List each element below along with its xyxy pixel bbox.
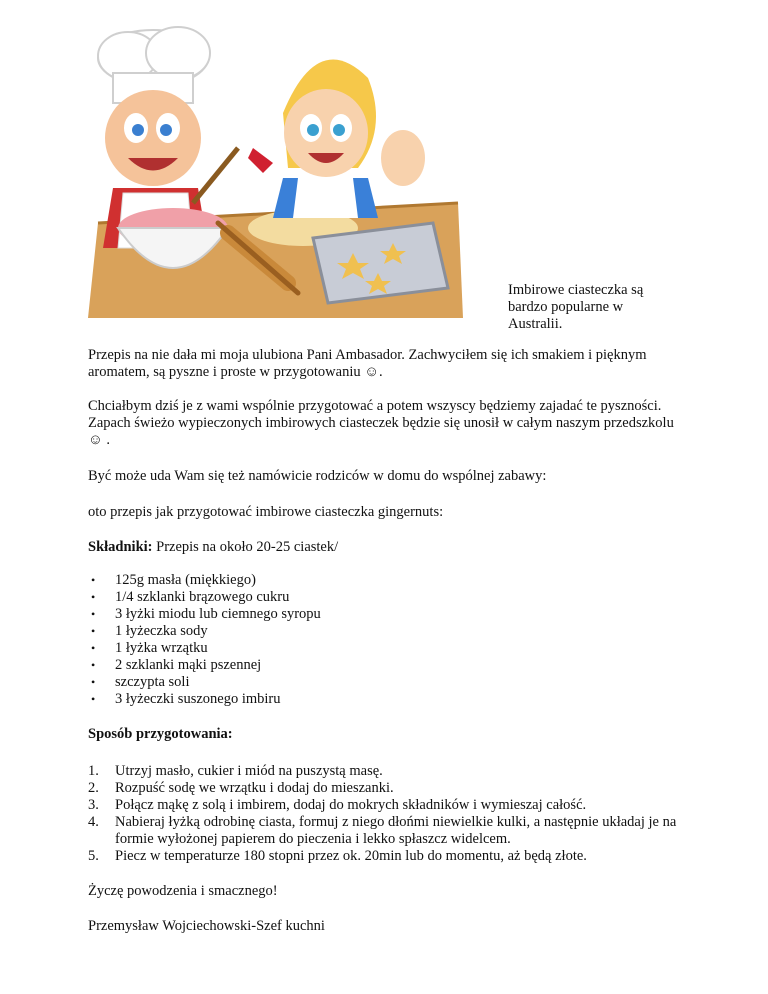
ingredients-subtitle: Przepis na około 20-25 ciastek/: [152, 539, 339, 555]
ingredient-item: • szczypta soli: [91, 674, 190, 690]
bullet-icon: •: [91, 624, 96, 638]
ingredient-item: • 3 łyżki miodu lub ciemnego syropu: [91, 606, 321, 622]
ingredients-title: Składniki:: [88, 539, 153, 555]
parents-paragraph: Być może uda Wam się też namówicie rodziców w domu do wspólnej zabawy:: [88, 468, 547, 484]
ingredient-item: • 3 łyżeczki suszonego imbiru: [91, 691, 281, 707]
ingredients-list: [88, 572, 688, 708]
bullet-icon: •: [91, 675, 96, 689]
kids-baking-illustration: [58, 18, 468, 318]
bullet-icon: •: [91, 641, 96, 655]
signature: Przemysław Wojciechowski-Szef kuchni: [88, 918, 325, 934]
method-title: Sposób przygotowania:: [88, 726, 233, 742]
side-note: Imbirowe ciasteczka są bardzo popularne w Australii.: [508, 282, 644, 332]
girl-chef: [248, 59, 425, 218]
bullet-icon: •: [91, 573, 96, 587]
step-item: 5. Piecz w temperaturze 180 stopni przez ok. 20min lub do momentu, aż będą złote.: [88, 848, 587, 864]
step-item: 2. Rozpuść sodę we wrzątku i dodaj do mieszanki.: [88, 780, 394, 796]
bullet-icon: •: [91, 590, 96, 604]
ingredient-item: • 1/4 szklanki brązowego cukru: [91, 589, 290, 605]
step-item: 1. Utrzyj masło, cukier i miód na puszystą masę.: [88, 763, 383, 779]
step-item: 3. Połącz mąkę z solą i imbirem, dodaj do mokrych składników i wymieszaj całość.: [88, 797, 587, 813]
invitation-paragraph: Chciałbym dziś je z wami wspólnie przygotować a potem wszyscy będziemy zajadać te pyszności. Zapach świeżo wypieczonych imbirowych ciasteczek będzie się unosił w całym naszym przedszkolu ☺ .: [88, 398, 674, 448]
ingredient-item: • 125g masła (miękkiego): [91, 572, 256, 588]
intro-paragraph: Przepis na nie dała mi moja ulubiona Pani Ambasador. Zachwyciłem się ich smakiem i pięknym aromatem, są pyszne i proste w przygotowaniu ☺.: [88, 347, 647, 380]
method-steps: [88, 763, 688, 865]
recipe-body: [88, 347, 688, 935]
ingredient-item: • 1 łyżka wrzątku: [91, 640, 208, 656]
ingredient-item: • 1 łyżeczka sody: [91, 623, 208, 639]
recipe-lead-paragraph: oto przepis jak przygotować imbirowe ciasteczka gingernuts:: [88, 504, 444, 520]
ingredient-item: • 2 szklanki mąki pszennej: [91, 657, 262, 673]
step-item: 4. Nabieraj łyżką odrobinę ciasta, formuj z niego dłońmi niewielkie kulki, a następnie układaj je na formie wyłożonej papierem do pieczenia i lekko spłaszcz widelcem.: [88, 814, 677, 847]
bullet-icon: •: [91, 607, 96, 621]
bullet-icon: •: [91, 658, 96, 672]
bullet-icon: •: [91, 692, 96, 706]
baking-tray: [313, 223, 448, 303]
closing-wish: Życzę powodzenia i smacznego!: [88, 883, 278, 899]
ingredients-heading: [88, 539, 688, 556]
